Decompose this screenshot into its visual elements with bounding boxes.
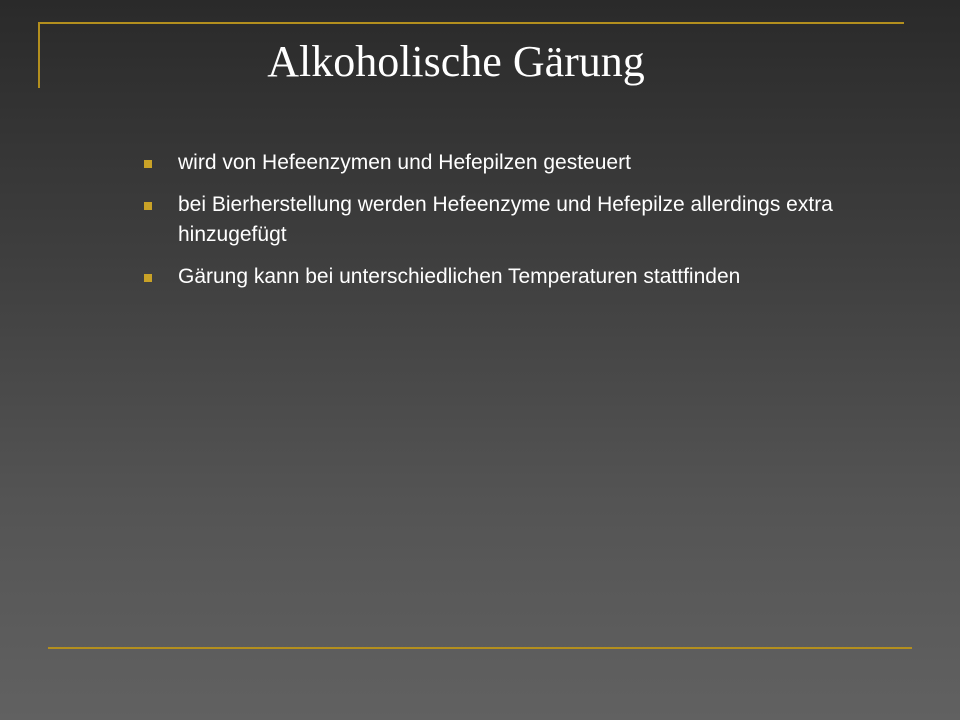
bullet-text: bei Bierherstellung werden Hefeenzyme und Hefepilze allerdings extra hinzugefügt — [178, 193, 833, 246]
frame-bottom-line — [48, 647, 912, 649]
square-bullet-icon — [144, 160, 152, 168]
square-bullet-icon — [144, 202, 152, 210]
square-bullet-icon — [144, 274, 152, 282]
bullet-text: Gärung kann bei unterschiedlichen Temperaturen stattfinden — [178, 265, 741, 288]
bullet-item — [142, 148, 922, 178]
bullet-list — [142, 148, 922, 304]
bullet-text: wird von Hefeenzymen und Hefepilzen gesteuert — [178, 151, 631, 174]
bullet-item — [142, 262, 922, 292]
slide-title: Alkoholische Gärung — [267, 37, 645, 86]
frame-top-line — [40, 22, 904, 24]
bullet-item — [142, 190, 922, 250]
